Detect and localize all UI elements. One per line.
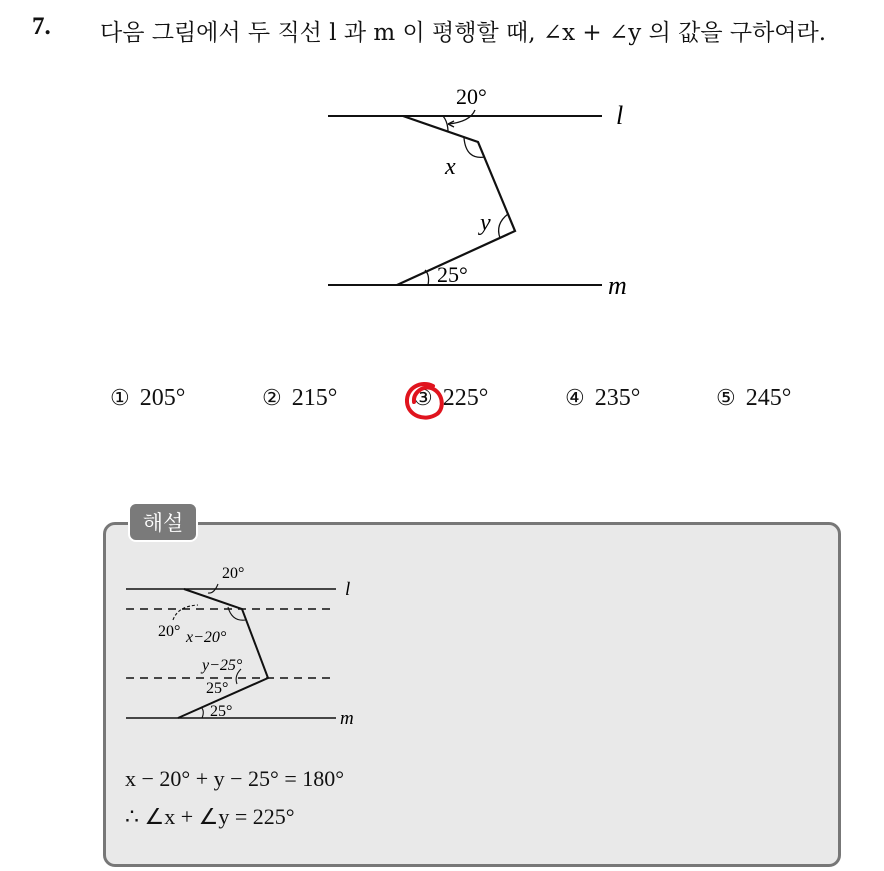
sol-label-left-20: 20° (158, 623, 181, 640)
question-text: 다음 그림에서 두 직선 l 과 m 이 평행할 때, ∠x + ∠y 의 값을 구하여라. (100, 20, 827, 46)
solution-figure (118, 560, 378, 735)
sol-label-mid-25: 25° (206, 680, 229, 697)
label-m: m (608, 271, 627, 300)
parallel-lines-figure (300, 72, 680, 312)
label-25: 25° (437, 262, 468, 287)
sol-label-bottom-25: 25° (210, 703, 233, 720)
label-20: 20° (456, 84, 487, 109)
choice-2[interactable]: ② 215° (262, 385, 338, 411)
sol-label-l: l (345, 579, 351, 600)
solution-equation-1: x − 20° + y − 25° = 180° (125, 766, 345, 791)
answer-circle-mark (403, 380, 447, 424)
label-l: l (616, 101, 624, 130)
choice-4[interactable]: ④ 235° (565, 385, 641, 411)
label-y: y (480, 210, 491, 236)
choice-5[interactable]: ⑤ 245° (716, 385, 792, 411)
sol-label-x: x−20° (186, 629, 227, 646)
question-number: 7. (32, 13, 51, 40)
choice-1[interactable]: ① 205° (110, 385, 186, 411)
label-x: x (445, 154, 456, 180)
choice-3[interactable]: ③ 225° (413, 385, 489, 411)
sol-label-y: y−25° (202, 657, 243, 674)
zigzag-path (397, 116, 515, 285)
sol-label-top-20: 20° (222, 565, 245, 582)
solution-tab: 해설 (128, 502, 198, 542)
solution-equation-2: ∴ ∠x + ∠y = 225° (125, 804, 295, 829)
sol-label-m: m (340, 708, 354, 729)
